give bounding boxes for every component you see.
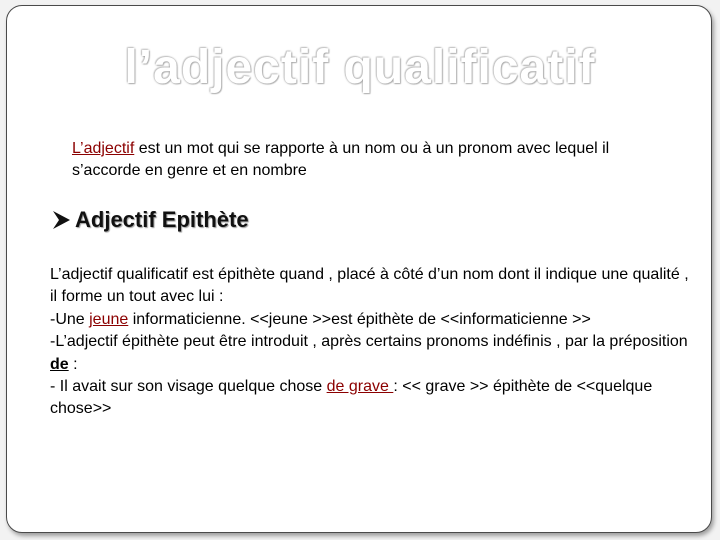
example-2-highlight: de grave: [326, 378, 394, 396]
example-1-suffix: informaticienne. <<jeune >>est épithète de <<informaticienne >>: [128, 310, 591, 328]
rule-suffix: :: [68, 355, 78, 373]
definition-line: [50, 264, 690, 309]
arrow-bullet-icon: [50, 209, 72, 231]
example-1: [50, 309, 690, 331]
rule-highlight: de: [50, 355, 69, 373]
example-2: [50, 376, 690, 421]
slide-title: l’adjectif qualificatif: [124, 41, 596, 94]
definition-text: L’adjectif qualificatif est épithète quand , placé à côté d’un nom dont il indique une qualité , il forme un tout avec lui :: [50, 266, 689, 306]
intro-term: L’adjectif: [72, 140, 135, 157]
rule-line: [50, 331, 690, 376]
example-2-prefix: - Il avait sur son visage quelque chose: [50, 378, 327, 396]
example-1-prefix: -Une: [50, 310, 90, 328]
rule-prefix: -L’adjectif épithète peut être introduit , après certains pronoms indéfinis , par la préposition: [50, 333, 688, 351]
intro-text: est un mot qui se rapporte à un nom ou à un pronom avec lequel il s’accorde en genre et en nombre: [72, 140, 610, 179]
example-1-highlight: jeune: [89, 310, 129, 328]
body-text: [50, 264, 690, 421]
intro-paragraph: [72, 138, 672, 182]
example-2-suffix: : << grave >> épithète de <<quelque chose>>: [50, 378, 653, 418]
section-heading-text: Adjectif Epithète: [75, 207, 249, 232]
section-heading: [50, 207, 249, 233]
